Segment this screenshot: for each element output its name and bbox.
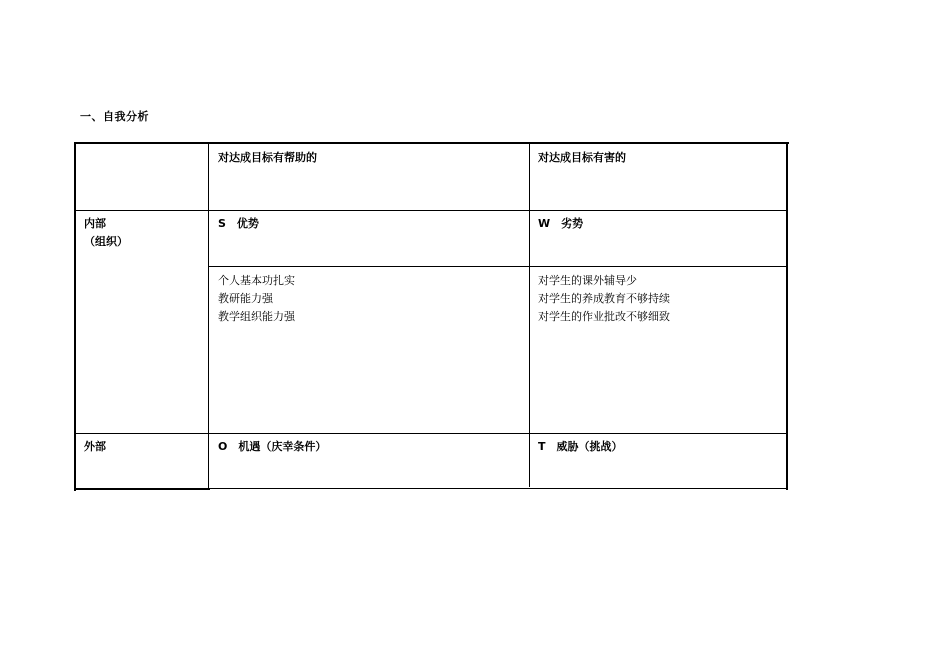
internal-label-line2: （组织）: [84, 235, 128, 248]
row-divider-header: [75, 210, 787, 211]
external-label: 外部: [84, 440, 106, 453]
list-item: 个人基本功扎实: [218, 274, 295, 287]
table-border-bottom: [208, 488, 788, 489]
list-item: 教研能力强: [218, 292, 273, 305]
table-border-top: [74, 142, 789, 144]
row-divider-sw-title: [208, 266, 787, 267]
list-item: 对学生的课外辅导少: [538, 274, 637, 287]
strengths-title: S 优势: [218, 217, 259, 230]
weaknesses-title: W 劣势: [538, 217, 584, 230]
weaknesses-list: [538, 272, 670, 326]
internal-label-line1: 内部: [84, 217, 106, 230]
header-harmful: 对达成目标有害的: [538, 151, 626, 164]
table-border-bottom-left: [74, 488, 210, 490]
table-border-right: [786, 142, 788, 490]
list-item: 对学生的作业批改不够细致: [538, 310, 670, 323]
table-border-left: [74, 142, 76, 491]
column-divider-2: [529, 143, 530, 487]
threats-title: T 威胁（挑战）: [538, 440, 623, 453]
section-heading: 一、自我分析: [80, 110, 149, 123]
row-divider-internal: [75, 433, 787, 434]
opportunities-title: O 机遇（庆幸条件）: [218, 440, 327, 453]
internal-label: [84, 215, 128, 251]
list-item: 对学生的养成教育不够持续: [538, 292, 670, 305]
strengths-list: [218, 272, 295, 326]
column-divider-1: [208, 143, 209, 490]
list-item: 教学组织能力强: [218, 310, 295, 323]
header-helpful: 对达成目标有帮助的: [218, 151, 317, 164]
